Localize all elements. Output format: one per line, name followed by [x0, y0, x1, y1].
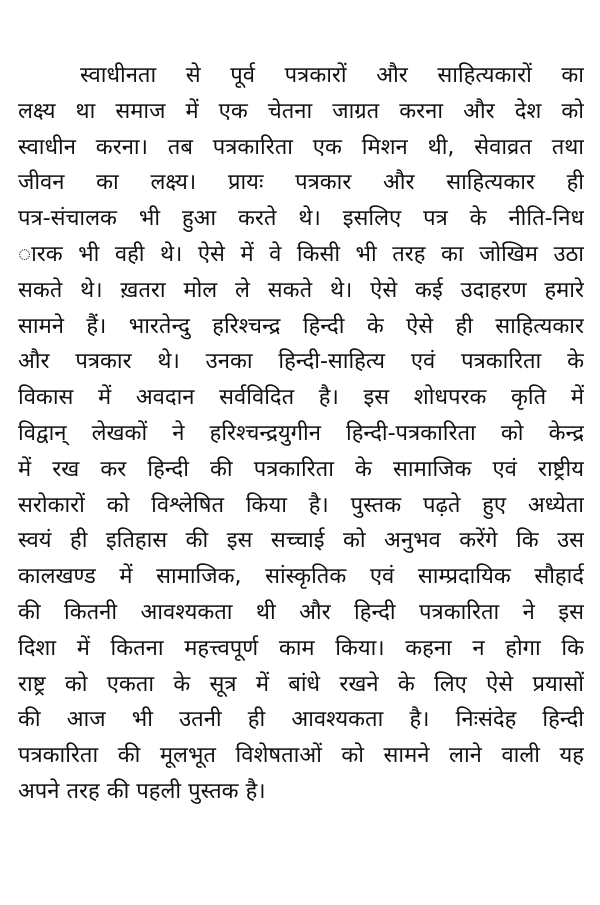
paragraph-line-21: अपने तरह की पहली पुस्तक है। — [18, 778, 266, 804]
paragraph-line-20: पत्रकारिता की मूलभूत विशेषताओं को सामने लाने वाली यह — [18, 743, 584, 769]
paragraph-line-8: सामने हैं। भारतेन्दु हरिश्चन्द्र हिन्दी के ऐसे ही साहित्यकार — [18, 313, 584, 339]
paragraph-line-3: स्वाधीन करना। तब पत्रकारिता एक मिशन थी, सेवाव्रत तथा — [18, 134, 584, 160]
paragraph-line-7: सकते थे। ख़तरा मोल ले सकते थे। ऐसे कई उदाहरण हमारे — [18, 277, 584, 303]
body-paragraph — [18, 58, 584, 810]
paragraph-line-2: लक्ष्य था समाज में एक चेतना जाग्रत करना और देश को — [18, 98, 584, 124]
paragraph-line-5: पत्र-संचालक भी हुआ करते थे। इसलिए पत्र के नीति-निध — [18, 206, 584, 232]
paragraph-line-13: सरोकारों को विश्लेषित किया है। पुस्तक पढ़ते हुए अध्येता — [18, 492, 584, 518]
paragraph-line-11: विद्वान् लेखकों ने हरिश्चन्द्रयुगीन हिन्दी-पत्रकारिता को केन्द्र — [18, 420, 584, 446]
paragraph-line-1: स्वाधीनता से पूर्व पत्रकारों और साहित्यकारों का — [80, 63, 584, 88]
paragraph-line-12: में रख कर हिन्दी की पत्रकारिता के सामाजिक एवं राष्ट्रीय — [18, 456, 584, 482]
paragraph-line-14: स्वयं ही इतिहास की इस सच्चाई को अनुभव करेंगे कि उस — [18, 528, 584, 554]
paragraph-line-18: राष्ट्र को एकता के सूत्र में बांधे रखने के लिए ऐसे प्रयासों — [18, 671, 584, 697]
paragraph-line-19: की आज भी उतनी ही आवश्यकता है। निःसंदेह हिन्दी — [18, 707, 584, 733]
paragraph-line-9: और पत्रकार थे। उनका हिन्दी-साहित्य एवं पत्रकारिता के — [18, 349, 584, 375]
paragraph-line-10: विकास में अवदान सर्वविदित है। इस शोधपरक कृति में — [18, 385, 584, 411]
paragraph-line-16: की कितनी आवश्यकता थी और हिन्दी पत्रकारिता ने इस — [18, 599, 584, 625]
paragraph-line-15: कालखण्ड में सामाजिक, सांस्कृतिक एवं साम्प्रदायिक सौहार्द — [18, 564, 584, 590]
paragraph-line-6: ारक भी वही थे। ऐसे में वे किसी भी तरह का जोखिम उठा — [18, 241, 584, 267]
paragraph-line-17: दिशा में कितना महत्त्वपूर्ण काम किया। कहना न होगा कि — [18, 635, 584, 661]
paragraph-line-4: जीवन का लक्ष्य। प्रायः पत्रकार और साहित्यकार ही — [18, 170, 584, 196]
